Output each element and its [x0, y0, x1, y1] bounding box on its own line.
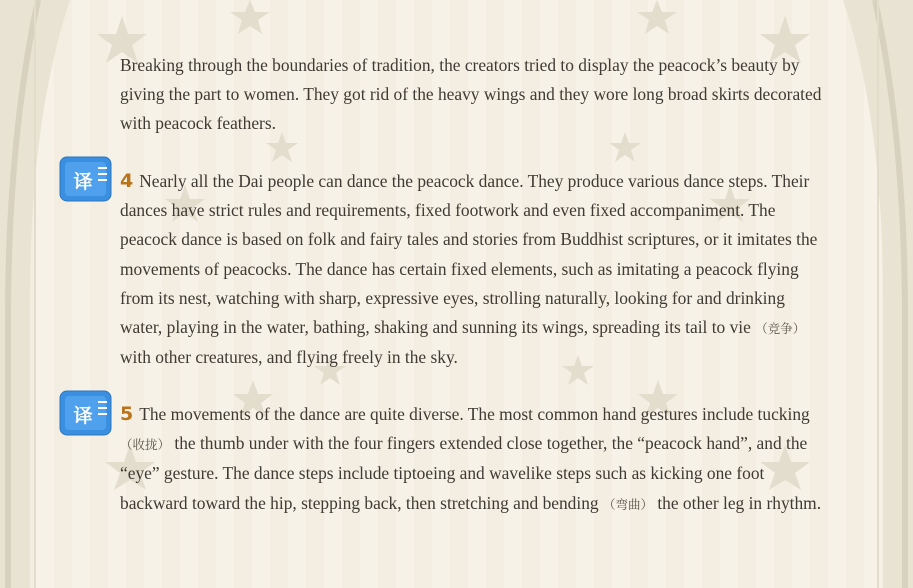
paragraph-5-text-a: The movements of the dance are quite diverse. The most common hand gestures include tucking [139, 404, 810, 424]
gloss-5b: （弯曲） [602, 496, 653, 512]
translate-glyph: 译 [73, 171, 93, 193]
translate-button-4[interactable] [59, 156, 112, 202]
paragraph-5 [120, 400, 830, 519]
paragraph-intro-text: Breaking through the boundaries of tradition, the creators tried to display the peacock’s beauty by giving the part to women. They got rid of the heavy wings and they wore long broad skirts decorated with peacock feathers. [120, 55, 822, 134]
translate-icon [59, 390, 112, 436]
paragraph-4-text-a: Nearly all the Dai people can dance the peacock dance. They produce various dance steps. Their dances have strict rules and requirements, fixed footwork and even fixed accompaniment. The peacock dance is based on folk and fairy tales and stories from Buddhist scriptures, or it imitates the movements of peacocks. The dance has certain fixed elements, such as imitating a peacock flying from its nest, watching with sharp, expressive eyes, strolling naturally, looking for and drinking water, playing in the water, bathing, shaking and sunning its wings, spreading its tail to vie [120, 171, 818, 338]
translate-glyph: 译 [73, 405, 93, 427]
paragraph-4-text-b: with other creatures, and flying freely in the sky. [120, 347, 458, 368]
paragraph-4 [120, 167, 830, 372]
paragraph-number-5: 5 [120, 403, 134, 425]
paragraph-intro [120, 51, 830, 139]
paragraph-number-4: 4 [120, 170, 134, 192]
gloss-4a: （竞争） [755, 321, 806, 337]
translate-button-5[interactable] [59, 390, 112, 436]
gloss-5a: （收拢） [120, 437, 171, 453]
translate-icon [59, 156, 112, 202]
paragraph-5-text-b: the thumb under with the four fingers extended close together, the “peacock hand”, and the “eye” gesture. The dance steps include tiptoeing and wavelike steps such as kicking one foot backward toward the hip, stepping back, then stretching and bending [120, 433, 808, 513]
paragraph-5-text-c: the other leg in rhythm. [657, 492, 822, 513]
